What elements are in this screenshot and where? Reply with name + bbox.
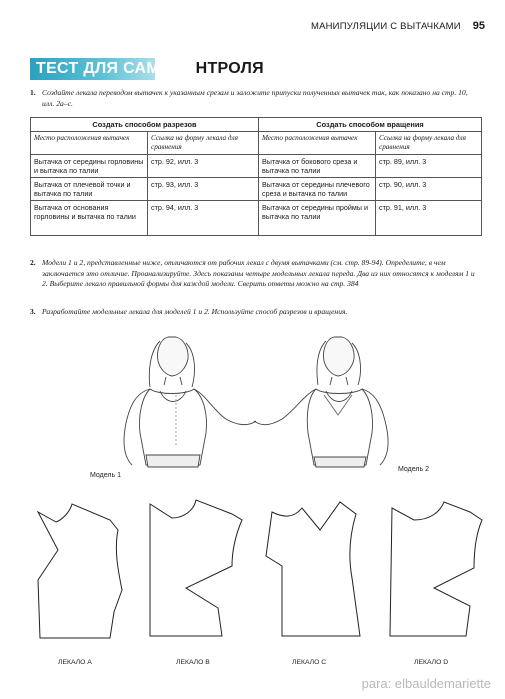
question-number: 1. xyxy=(30,88,36,97)
table-cell: стр. 91, илл. 3 xyxy=(376,201,482,236)
table-subheader: Место расположения вытачек xyxy=(259,132,376,155)
task-table xyxy=(30,117,482,236)
question-number: 3. xyxy=(30,307,36,316)
table-cell: Вытачка от основания горловины и вытачка по талии xyxy=(31,201,148,236)
table-subheader: Ссылка на форму лекала для сравнения xyxy=(376,132,482,155)
table-group-header: Создать способом разрезов xyxy=(31,118,259,132)
title-text: ТЕСТ ДЛЯ САМОКОНТРОЛЯ xyxy=(36,60,264,77)
pattern-a-label: ЛЕКАЛО A xyxy=(58,659,92,666)
table-cell: Вытачка от середины горловины и вытачка по талии xyxy=(31,155,148,178)
pattern-b-label: ЛЕКАЛО B xyxy=(176,659,210,666)
table-cell: стр. 93, илл. 3 xyxy=(148,178,259,201)
table-cell: Вытачка от середины плечевого среза и вытачка по талии xyxy=(259,178,376,201)
table-row xyxy=(31,155,482,178)
model-1-figure xyxy=(124,337,256,467)
pattern-b-shape xyxy=(150,500,242,636)
test-title xyxy=(30,58,264,80)
table-cell: стр. 89, илл. 3 xyxy=(376,155,482,178)
page-number: 95 xyxy=(472,20,485,32)
table-cell: стр. 92, илл. 3 xyxy=(148,155,259,178)
table-cell: Вытачка от бокового среза и вытачка по талии xyxy=(259,155,376,178)
page-header xyxy=(311,20,485,32)
table-row xyxy=(31,178,482,201)
pattern-a-shape xyxy=(38,504,122,638)
model-2-figure xyxy=(254,337,388,467)
question-text: Разработайте модельные лекала для моделей 1 и 2. Используйте способ разрезов и вращения. xyxy=(42,307,348,316)
credit-watermark: para: elbauldemariette xyxy=(361,676,491,691)
table-row xyxy=(31,201,482,236)
question-text: Модели 1 и 2, представленные ниже, отличаются от рабочих лекал с двумя вытачками (см. стр. 89-94). Определите, в чем заключается это отличие. Проанализируйте. Здесь показаны четыре модельных лекала переда. Два из них относятся к моделям 1 и 2. Выберите лекало правильной формы для каждой модели. Сверить ответы можно на стр. 384 xyxy=(42,258,475,288)
section-title: МАНИПУЛЯЦИИ С ВЫТАЧКАМИ xyxy=(310,21,461,32)
table-cell: Вытачка от плечевой точки и вытачка по талии xyxy=(31,178,148,201)
question-3 xyxy=(30,307,478,318)
model-1-label: Модель 1 xyxy=(90,472,121,479)
pattern-c-shape xyxy=(266,502,360,636)
table-cell: Вытачка от середины проймы и вытачка по талии xyxy=(259,201,376,236)
table-subheader-row xyxy=(31,132,482,155)
table-subheader: Ссылка на форму лекала для сравнения xyxy=(148,132,259,155)
question-1 xyxy=(30,88,478,109)
model-2-label: Модель 2 xyxy=(398,466,429,473)
pattern-d-label: ЛЕКАЛО D xyxy=(414,659,449,666)
model-illustrations xyxy=(0,325,505,495)
pattern-d-shape xyxy=(390,502,482,636)
table-group-header: Создать способом вращения xyxy=(259,118,482,132)
question-number: 2. xyxy=(30,258,36,267)
table-cell: стр. 90, илл. 3 xyxy=(376,178,482,201)
pattern-pieces xyxy=(0,490,505,670)
question-2 xyxy=(30,258,478,290)
table-subheader: Место расположения вытачек xyxy=(31,132,148,155)
table-cell: стр. 94, илл. 3 xyxy=(148,201,259,236)
question-text: Создайте лекала переводом вытачек к указанным срезам и заложите припуски полученных вытачек так, как показано на стр. 10, илл. 2а–с. xyxy=(42,88,468,108)
pattern-c-label: ЛЕКАЛО C xyxy=(292,659,327,666)
